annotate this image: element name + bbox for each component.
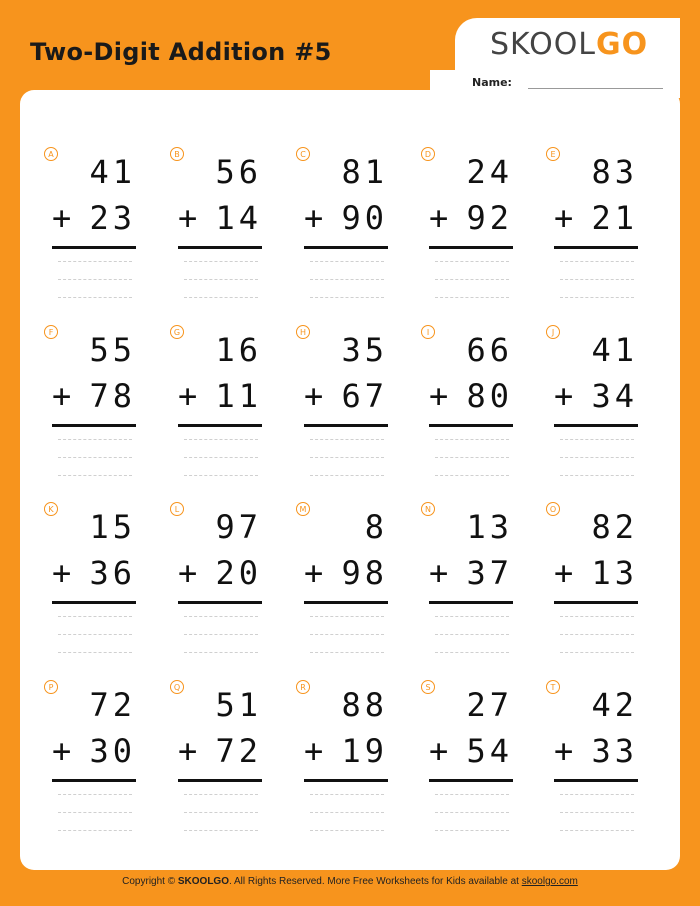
addend-bottom: 37 (466, 554, 513, 592)
problem-letter-badge: G (170, 325, 184, 339)
answer-line[interactable] (310, 439, 384, 440)
answer-line[interactable] (560, 812, 634, 813)
sum-rule (429, 779, 513, 782)
sum-rule (554, 424, 638, 427)
problem-letter-badge: R (296, 680, 310, 694)
addend-bottom: 33 (591, 732, 638, 770)
sum-rule (554, 601, 638, 604)
logo-main-text: SKOOL (490, 26, 597, 62)
skoolgo-logo (490, 24, 670, 64)
addend-bottom: 14 (215, 199, 262, 237)
sum-rule (554, 246, 638, 249)
footer-middle: . All Rights Reserved. More Free Worksheets for Kids available at (229, 876, 522, 887)
answer-line[interactable] (58, 475, 132, 476)
name-label: Name: (472, 76, 512, 89)
addend-top: 66 (466, 331, 513, 369)
answer-line[interactable] (435, 616, 509, 617)
plus-sign: + (304, 377, 324, 415)
problem-c (296, 147, 406, 317)
answer-line[interactable] (435, 261, 509, 262)
problem-s (421, 680, 531, 850)
sum-rule (429, 424, 513, 427)
sum-rule (304, 424, 388, 427)
addend-top: 15 (89, 508, 136, 546)
problem-letter-badge: S (421, 680, 435, 694)
problem-letter-badge: A (44, 147, 58, 161)
problem-q (170, 680, 280, 850)
addend-bottom: 92 (466, 199, 513, 237)
answer-line[interactable] (435, 830, 509, 831)
addend-bottom: 19 (341, 732, 388, 770)
answer-line[interactable] (184, 830, 258, 831)
problem-letter-badge: Q (170, 680, 184, 694)
sum-rule (304, 779, 388, 782)
answer-line[interactable] (435, 475, 509, 476)
sum-rule (178, 779, 262, 782)
addend-bottom: 34 (591, 377, 638, 415)
problem-k (44, 502, 154, 672)
addend-top: 97 (215, 508, 262, 546)
addend-top: 51 (215, 686, 262, 724)
addend-bottom: 20 (215, 554, 262, 592)
addend-top: 41 (591, 331, 638, 369)
answer-line[interactable] (58, 297, 132, 298)
addend-top: 83 (591, 153, 638, 191)
addend-top: 24 (466, 153, 513, 191)
plus-sign: + (52, 732, 72, 770)
sum-rule (178, 424, 262, 427)
addend-top: 88 (341, 686, 388, 724)
sum-rule (52, 246, 136, 249)
problem-letter-badge: K (44, 502, 58, 516)
answer-line[interactable] (560, 457, 634, 458)
answer-line[interactable] (310, 634, 384, 635)
sum-rule (178, 601, 262, 604)
answer-line[interactable] (184, 475, 258, 476)
problem-letter-badge: D (421, 147, 435, 161)
answer-line[interactable] (310, 297, 384, 298)
name-field-line[interactable] (528, 88, 663, 89)
answer-line[interactable] (435, 439, 509, 440)
plus-sign: + (429, 199, 449, 237)
answer-line[interactable] (184, 279, 258, 280)
plus-sign: + (429, 377, 449, 415)
answer-line[interactable] (560, 261, 634, 262)
addend-bottom: 36 (89, 554, 136, 592)
answer-line[interactable] (58, 830, 132, 831)
answer-line[interactable] (58, 812, 132, 813)
sum-rule (304, 601, 388, 604)
plus-sign: + (304, 732, 324, 770)
problem-letter-badge: M (296, 502, 310, 516)
answer-line[interactable] (58, 439, 132, 440)
addend-bottom: 90 (341, 199, 388, 237)
answer-line[interactable] (560, 830, 634, 831)
answer-line[interactable] (310, 261, 384, 262)
problem-letter-badge: P (44, 680, 58, 694)
addend-bottom: 98 (341, 554, 388, 592)
addend-top: 55 (89, 331, 136, 369)
plus-sign: + (178, 732, 198, 770)
answer-line[interactable] (560, 652, 634, 653)
answer-line[interactable] (435, 279, 509, 280)
answer-line[interactable] (560, 616, 634, 617)
answer-line[interactable] (184, 439, 258, 440)
problem-b (170, 147, 280, 317)
answer-line[interactable] (310, 652, 384, 653)
answer-line[interactable] (58, 794, 132, 795)
footer-prefix: Copyright © (122, 876, 178, 887)
answer-line[interactable] (560, 439, 634, 440)
addend-top: 16 (215, 331, 262, 369)
problem-a (44, 147, 154, 317)
answer-line[interactable] (435, 297, 509, 298)
addend-top: 8 (364, 508, 388, 546)
plus-sign: + (429, 554, 449, 592)
sum-rule (429, 601, 513, 604)
sum-rule (304, 246, 388, 249)
problem-letter-badge: O (546, 502, 560, 516)
answer-line[interactable] (560, 279, 634, 280)
answer-line[interactable] (310, 279, 384, 280)
plus-sign: + (52, 199, 72, 237)
answer-line[interactable] (58, 457, 132, 458)
sum-rule (554, 779, 638, 782)
problem-r (296, 680, 406, 850)
problem-letter-badge: H (296, 325, 310, 339)
addend-top: 82 (591, 508, 638, 546)
answer-line[interactable] (310, 830, 384, 831)
problem-p (44, 680, 154, 850)
footer (0, 876, 700, 887)
answer-line[interactable] (560, 794, 634, 795)
answer-line[interactable] (58, 634, 132, 635)
addend-top: 72 (89, 686, 136, 724)
addend-bottom: 30 (89, 732, 136, 770)
answer-line[interactable] (58, 616, 132, 617)
problem-letter-badge: E (546, 147, 560, 161)
problem-letter-badge: C (296, 147, 310, 161)
plus-sign: + (52, 377, 72, 415)
plus-sign: + (52, 554, 72, 592)
problem-letter-badge: N (421, 502, 435, 516)
plus-sign: + (429, 732, 449, 770)
problem-m (296, 502, 406, 672)
answer-line[interactable] (310, 457, 384, 458)
answer-line[interactable] (310, 616, 384, 617)
sum-rule (52, 424, 136, 427)
addend-top: 35 (341, 331, 388, 369)
plus-sign: + (178, 554, 198, 592)
plus-sign: + (304, 199, 324, 237)
problem-letter-badge: B (170, 147, 184, 161)
answer-line[interactable] (560, 634, 634, 635)
worksheet-title: Two-Digit Addition #5 (30, 38, 332, 66)
problem-h (296, 325, 406, 495)
answer-line[interactable] (435, 812, 509, 813)
addend-bottom: 23 (89, 199, 136, 237)
plus-sign: + (554, 732, 574, 770)
addend-bottom: 21 (591, 199, 638, 237)
addend-top: 42 (591, 686, 638, 724)
answer-line[interactable] (560, 475, 634, 476)
problem-o (546, 502, 656, 672)
answer-line[interactable] (184, 616, 258, 617)
addend-bottom: 67 (341, 377, 388, 415)
answer-line[interactable] (184, 261, 258, 262)
answer-line[interactable] (310, 812, 384, 813)
addend-bottom: 78 (89, 377, 136, 415)
plus-sign: + (178, 377, 198, 415)
answer-line[interactable] (310, 475, 384, 476)
sum-rule (429, 246, 513, 249)
addend-top: 13 (466, 508, 513, 546)
problem-i (421, 325, 531, 495)
plus-sign: + (554, 377, 574, 415)
footer-brand: SKOOLGO (177, 876, 229, 887)
problem-letter-badge: J (546, 325, 560, 339)
addend-top: 27 (466, 686, 513, 724)
addend-top: 56 (215, 153, 262, 191)
answer-line[interactable] (435, 457, 509, 458)
logo-accent-text: GO (596, 26, 649, 62)
problem-letter-badge: F (44, 325, 58, 339)
problem-l (170, 502, 280, 672)
answer-line[interactable] (435, 794, 509, 795)
answer-line[interactable] (58, 652, 132, 653)
addend-bottom: 13 (591, 554, 638, 592)
answer-line[interactable] (184, 652, 258, 653)
plus-sign: + (554, 554, 574, 592)
plus-sign: + (304, 554, 324, 592)
problem-j (546, 325, 656, 495)
plus-sign: + (554, 199, 574, 237)
answer-line[interactable] (310, 794, 384, 795)
addend-bottom: 11 (215, 377, 262, 415)
sum-rule (52, 779, 136, 782)
answer-line[interactable] (184, 457, 258, 458)
plus-sign: + (178, 199, 198, 237)
addend-top: 41 (89, 153, 136, 191)
answer-line[interactable] (184, 634, 258, 635)
problem-letter-badge: I (421, 325, 435, 339)
problem-letter-badge: L (170, 502, 184, 516)
answer-line[interactable] (184, 812, 258, 813)
problem-g (170, 325, 280, 495)
footer-link[interactable]: skoolgo.com (521, 876, 578, 887)
problem-t (546, 680, 656, 850)
answer-line[interactable] (184, 794, 258, 795)
problem-e (546, 147, 656, 317)
problem-d (421, 147, 531, 317)
answer-line[interactable] (560, 297, 634, 298)
answer-line[interactable] (435, 634, 509, 635)
addend-bottom: 80 (466, 377, 513, 415)
answer-line[interactable] (184, 297, 258, 298)
problem-f (44, 325, 154, 495)
sum-rule (52, 601, 136, 604)
answer-line[interactable] (58, 261, 132, 262)
addend-bottom: 54 (466, 732, 513, 770)
addend-top: 81 (341, 153, 388, 191)
problem-letter-badge: T (546, 680, 560, 694)
problem-n (421, 502, 531, 672)
answer-line[interactable] (435, 652, 509, 653)
answer-line[interactable] (58, 279, 132, 280)
sum-rule (178, 246, 262, 249)
addend-bottom: 72 (215, 732, 262, 770)
